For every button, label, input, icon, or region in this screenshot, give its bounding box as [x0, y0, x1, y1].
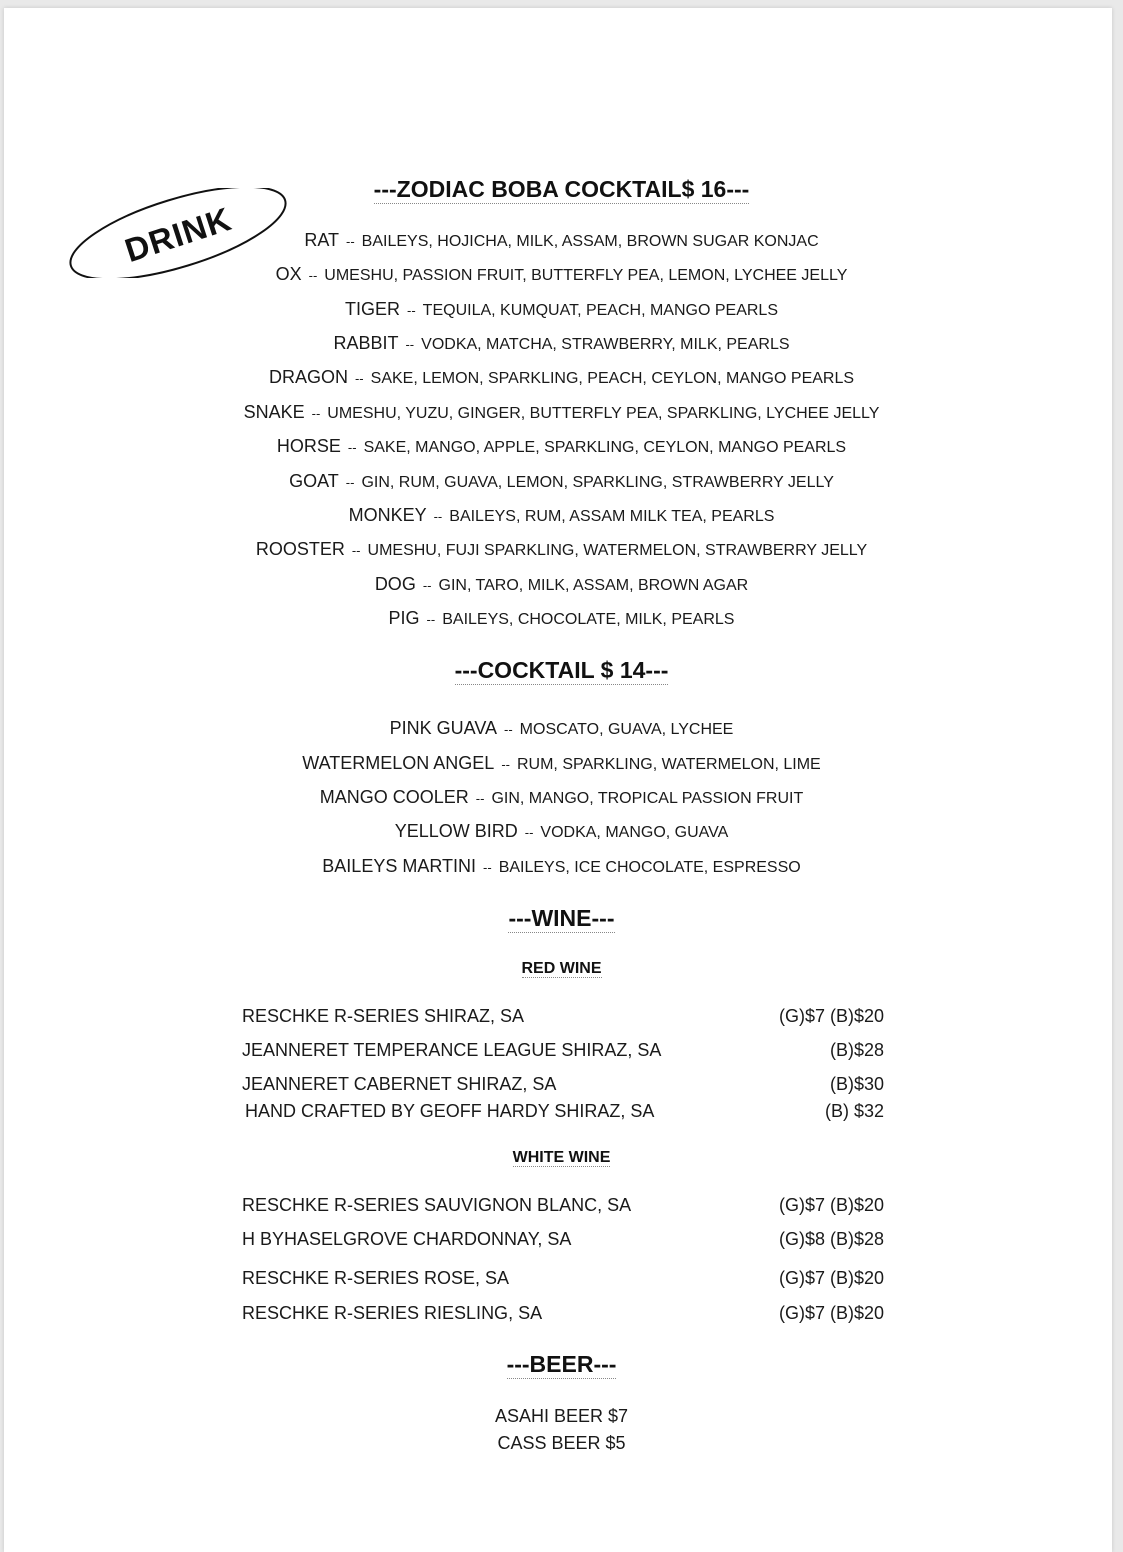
zodiac-item: RAT -- BAILEYS, HOJICHA, MILK, ASSAM, BROWN SUGAR KONJAC [304, 230, 819, 250]
cocktail-item: WATERMELON ANGEL -- RUM, SPARKLING, WATERMELON, LIME [302, 753, 821, 773]
wine-price: (G)$7 (B)$20 [778, 1268, 884, 1288]
wine-row [242, 1074, 884, 1096]
wine-price: (G)$7 (B)$20 [778, 1006, 884, 1026]
wine-section-title: ---WINE--- [508, 905, 615, 931]
zodiac-item: MONKEY -- BAILEYS, RUM, ASSAM MILK TEA, PEARLS [348, 505, 775, 525]
wine-price: (G)$7 (B)$20 [778, 1303, 884, 1323]
zodiac-item: DRAGON -- SAKE, LEMON, SPARKLING, PEACH, CEYLON, MANGO PEARLS [268, 367, 855, 387]
red-wine-subtitle: RED WINE [521, 960, 602, 977]
menu-page [4, 8, 1112, 1552]
wine-row [242, 1229, 884, 1251]
wine-name: RESCHKE R-SERIES SHIRAZ, SA [242, 1006, 525, 1026]
cocktail-section-title: ---COCKTAIL $ 14--- [454, 657, 669, 683]
wine-name: RESCHKE R-SERIES RIESLING, SA [242, 1303, 543, 1323]
cocktail-item: MANGO COOLER -- GIN, MANGO, TROPICAL PASSION FRUIT [319, 787, 804, 807]
white-wine-subtitle: WHITE WINE [512, 1149, 611, 1166]
wine-row [242, 1195, 884, 1217]
cocktail-item: PINK GUAVA -- MOSCATO, GUAVA, LYCHEE [389, 718, 734, 738]
beer-section-title: ---BEER--- [506, 1351, 617, 1377]
wine-price: (B) $32 [824, 1101, 884, 1121]
zodiac-item: ROOSTER -- UMESHU, FUJI SPARKLING, WATERMELON, STRAWBERRY JELLY [255, 539, 868, 559]
wine-row [242, 1303, 884, 1325]
beer-item: CASS BEER $5 [497, 1433, 626, 1453]
beer-item: ASAHI BEER $7 [494, 1406, 629, 1426]
wine-name: JEANNERET TEMPERANCE LEAGUE SHIRAZ, SA [242, 1040, 662, 1060]
wine-row [242, 1040, 884, 1062]
cocktail-item: YELLOW BIRD -- VODKA, MANGO, GUAVA [394, 821, 729, 841]
zodiac-item: TIGER -- TEQUILA, KUMQUAT, PEACH, MANGO PEARLS [344, 299, 778, 319]
wine-name: HAND CRAFTED BY GEOFF HARDY SHIRAZ, SA [245, 1101, 655, 1121]
zodiac-item: PIG -- BAILEYS, CHOCOLATE, MILK, PEARLS [388, 608, 735, 628]
zodiac-section-title: ---ZODIAC BOBA COCKTAIL$ 16--- [373, 176, 750, 202]
zodiac-item: DOG -- GIN, TARO, MILK, ASSAM, BROWN AGAR [374, 574, 749, 594]
wine-row [242, 1268, 884, 1290]
drink-badge-label: DRINK [120, 199, 236, 269]
zodiac-item: OX -- UMESHU, PASSION FRUIT, BUTTERFLY PEA, LEMON, LYCHEE JELLY [275, 264, 848, 284]
wine-price: (G)$7 (B)$20 [778, 1195, 884, 1215]
wine-name: RESCHKE R-SERIES ROSE, SA [242, 1268, 510, 1288]
wine-price: (B)$28 [829, 1040, 884, 1060]
wine-row [242, 1101, 884, 1123]
zodiac-item: HORSE -- SAKE, MANGO, APPLE, SPARKLING, CEYLON, MANGO PEARLS [276, 436, 847, 456]
cocktail-item: BAILEYS MARTINI -- BAILEYS, ICE CHOCOLATE, ESPRESSO [322, 856, 801, 876]
wine-name: H BYHASELGROVE CHARDONNAY, SA [242, 1229, 572, 1249]
wine-name: RESCHKE R-SERIES SAUVIGNON BLANC, SA [242, 1195, 632, 1215]
wine-price: (G)$8 (B)$28 [778, 1229, 884, 1249]
wine-price: (B)$30 [829, 1074, 884, 1094]
wine-name: JEANNERET CABERNET SHIRAZ, SA [242, 1074, 557, 1094]
zodiac-item: SNAKE -- UMESHU, YUZU, GINGER, BUTTERFLY PEA, SPARKLING, LYCHEE JELLY [243, 402, 880, 422]
zodiac-item: GOAT -- GIN, RUM, GUAVA, LEMON, SPARKLING, STRAWBERRY JELLY [289, 471, 834, 491]
wine-row [242, 1006, 884, 1028]
zodiac-item: RABBIT -- VODKA, MATCHA, STRAWBERRY, MILK, PEARLS [333, 333, 790, 353]
